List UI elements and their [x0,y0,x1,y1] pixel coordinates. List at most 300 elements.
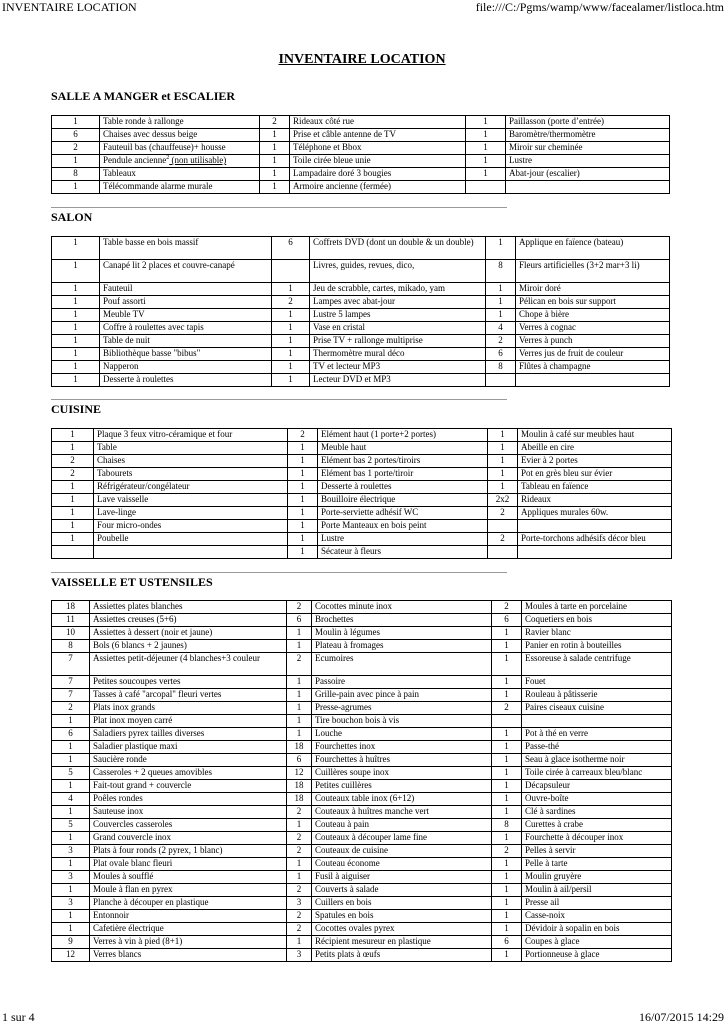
item-description: Petites cuillères [312,780,492,793]
item-quantity: 5 [52,819,90,832]
table-row [52,884,672,897]
item-description: Fleurs artificielles (3+2 mar+3 li) [516,260,670,283]
table-row [52,322,670,335]
item-quantity: 1 [492,728,522,741]
item-quantity: 1 [52,507,94,520]
item-description: Cuillères soupe inox [312,767,492,780]
item-description: Evier à 2 portes [518,455,672,468]
item-quantity: 4 [52,793,90,806]
item-description [518,520,672,533]
table-row [52,494,672,507]
item-quantity: 1 [486,283,516,296]
item-description: Bibliothèque basse "bibus" [100,348,272,361]
item-quantity: 18 [287,793,312,806]
page-title: INVENTAIRE LOCATION [278,52,446,67]
item-description: Rideaux [518,494,672,507]
item-quantity: 1 [52,533,94,546]
item-quantity: 1 [492,884,522,897]
table-row [52,374,670,387]
item-description: Clé à sardines [522,806,672,819]
table-row [52,627,672,640]
item-description: Louche [312,728,492,741]
table-row [52,129,670,142]
item-quantity: 2 [287,923,312,936]
section-heading-salle-a-manger: SALLE A MANGER et ESCALIER [51,89,236,103]
item-quantity: 2 [492,601,522,614]
browser-header-url: file:///C:/Pgms/wamp/www/facealamer/listloca.htm [475,0,724,14]
item-description: Saladier plastique maxi [90,741,287,754]
item-description: Verres blancs [90,949,287,962]
section-heading-vaisselle: VAISSELLE ET USTENSILES [51,575,213,589]
item-quantity: 1 [52,361,100,374]
item-description: Casseroles + 2 queues amovibles [90,767,287,780]
item-quantity: 1 [52,155,100,168]
item-quantity: 1 [492,676,522,689]
item-description: Couteau à pain [312,819,492,832]
item-description: Seau à glace isotherme noir [522,754,672,767]
item-description: Poêles rondes [90,793,287,806]
table-row [52,181,670,194]
item-quantity: 1 [486,296,516,309]
item-quantity: 1 [260,129,290,142]
item-quantity: 1 [486,237,516,260]
item-quantity: 12 [52,949,90,962]
table-row [52,897,672,910]
item-quantity: 1 [287,689,312,702]
item-description: Assiettes à dessert (noir et jaune) [90,627,287,640]
item-description: Plats à four ronds (2 pyrex, 1 blanc) [90,845,287,858]
print-timestamp: 16/07/2015 14:29 [638,1010,724,1024]
item-description: Moules à soufflé [90,871,287,884]
table-row [52,546,672,559]
item-quantity: 1 [492,767,522,780]
item-description: Récipient mesureur en plastique [312,936,492,949]
item-description [518,546,672,559]
item-quantity: 1 [272,348,310,361]
item-description [516,374,670,387]
item-quantity: 2 [260,116,290,129]
table-row [52,819,672,832]
table-row [52,507,672,520]
item-quantity: 1 [52,116,100,129]
item-description: Moule à flan en pyrex [90,884,287,897]
item-description: Couteaux à découper lame fine [312,832,492,845]
item-quantity: 1 [287,640,312,653]
item-quantity: 1 [492,897,522,910]
item-quantity: 1 [288,442,318,455]
table-row [52,832,672,845]
item-quantity: 1 [492,832,522,845]
item-description: Lave-linge [94,507,288,520]
item-description: Paillasson (porte d’entrée) [506,116,670,129]
item-description: Plateau à fromages [312,640,492,653]
table-row [52,116,670,129]
item-description: Toile cirée à carreaux bleu/blanc [522,767,672,780]
item-description: Verres jus de fruit de couleur [516,348,670,361]
item-quantity: 7 [52,676,90,689]
item-quantity: 1 [52,754,90,767]
item-description: Couteaux de cuisine [312,845,492,858]
item-quantity: 1 [272,283,310,296]
item-description: Plat ovale blanc fleuri [90,858,287,871]
item-description: Pelle à tarte [522,858,672,871]
item-description: Fourchette à découper inox [522,832,672,845]
item-quantity: 1 [272,322,310,335]
item-quantity: 6 [52,728,90,741]
item-quantity: 8 [52,640,90,653]
item-quantity: 6 [492,936,522,949]
item-description: Lave vaisselle [94,494,288,507]
item-description: Sécateur à fleurs [318,546,488,559]
item-quantity: 2 [288,429,318,442]
table-row [52,155,670,168]
table-row [52,936,672,949]
item-description: Tire bouchon bois à vis [312,715,492,728]
item-description: Coffre à roulettes avec tapis [100,322,272,335]
item-description: Portionneuse à glace [522,949,672,962]
item-description: Lecteur DVD et MP3 [310,374,486,387]
table-row [52,640,672,653]
item-description: Napperon [100,361,272,374]
inventory-table-cuisine [51,428,672,559]
item-description: Assiettes creuses (5+6) [90,614,287,627]
item-quantity: 1 [492,780,522,793]
item-description: Desserte à roulettes [318,481,488,494]
item-quantity: 1 [288,546,318,559]
item-quantity: 2 [52,142,100,155]
table-row [52,283,670,296]
item-description: Plaque 3 feux vitro-céramique et four [94,429,288,442]
item-quantity: 1 [52,481,94,494]
item-description: Poubelle [94,533,288,546]
item-description: Casse-noix [522,910,672,923]
item-quantity: 1 [488,429,518,442]
item-description: Pouf assorti [100,296,272,309]
item-quantity: 1 [287,676,312,689]
item-description: Meuble haut [318,442,488,455]
item-quantity: 18 [287,741,312,754]
item-description: Desserte à roulettes [100,374,272,387]
item-description: Cafetière électrique [90,923,287,936]
table-row [52,741,672,754]
table-row [52,455,672,468]
item-quantity [52,546,94,559]
table-row [52,806,672,819]
item-description: Ravier blanc [522,627,672,640]
item-description: Fauteuil [100,283,272,296]
item-description: Livres, guides, revues, dico, [310,260,486,283]
item-quantity: 1 [288,520,318,533]
item-quantity: 1 [52,260,100,283]
table-row [52,520,672,533]
item-quantity: 1 [492,793,522,806]
item-description: Armoire ancienne (fermée) [290,181,466,194]
item-quantity: 1 [492,923,522,936]
item-description: Rideaux côté rue [290,116,466,129]
item-quantity [488,520,518,533]
item-description: Spatules en bois [312,910,492,923]
item-description [94,546,288,559]
item-description: Miroir doré [516,283,670,296]
item-description: Petites soucoupes vertes [90,676,287,689]
item-description: Table basse en bois massif [100,237,272,260]
item-quantity: 6 [52,129,100,142]
table-row [52,168,670,181]
item-description: Moules à tarte en porcelaine [522,601,672,614]
section-heading-salon: SALON [51,210,93,224]
item-quantity: 9 [52,936,90,949]
item-description: Plat inox moyen carré [90,715,287,728]
item-description: Rouleau à pâtisserie [522,689,672,702]
item-quantity: 2 [488,507,518,520]
item-quantity: 1 [52,181,100,194]
item-description: Chaises [94,455,288,468]
table-row [52,309,670,322]
item-description: TV et lecteur MP3 [310,361,486,374]
item-description: Applique en faïence (bateau) [516,237,670,260]
item-description: Presse-agrumes [312,702,492,715]
item-description: Moulin à légumes [312,627,492,640]
table-row [52,296,670,309]
item-description: Saladiers pyrex tailles diverses [90,728,287,741]
item-description: Miroir sur cheminée [506,142,670,155]
item-description: Pelles à servir [522,845,672,858]
item-description: Fourchettes à huîtres [312,754,492,767]
table-row [52,429,672,442]
item-quantity: 1 [486,309,516,322]
section-heading-cuisine: CUISINE [51,402,102,416]
item-description: Bouilloire électrique [318,494,488,507]
item-quantity: 1 [52,884,90,897]
item-quantity: 1 [488,481,518,494]
item-quantity: 3 [287,949,312,962]
item-description: Table ronde à rallonge [100,116,260,129]
section-divider [51,399,507,400]
table-row [52,689,672,702]
item-quantity: 1 [287,819,312,832]
table-row [52,361,670,374]
item-description: Four micro-ondes [94,520,288,533]
inventory-table-salle-a-manger [51,115,670,194]
item-quantity: 1 [466,168,506,181]
item-description: Pot à thé en verre [522,728,672,741]
item-description: Lustre [318,533,488,546]
table-row [52,142,670,155]
item-description: Chaises avec dessus beige [100,129,260,142]
item-description: Lampadaire doré 3 bougies [290,168,466,181]
item-description: Coupes à glace [522,936,672,949]
item-description: Table de nuit [100,335,272,348]
item-quantity: 1 [260,155,290,168]
table-row [52,871,672,884]
item-description: Verres à punch [516,335,670,348]
item-quantity: 1 [260,181,290,194]
item-description: Couverts à salade [312,884,492,897]
item-quantity: 1 [288,481,318,494]
item-description: Fouet [522,676,672,689]
item-description: Télécommande alarme murale [100,181,260,194]
item-quantity: 2 [287,653,312,676]
item-description: Abeille en cire [518,442,672,455]
item-quantity: 1 [52,741,90,754]
item-quantity: 6 [272,237,310,260]
table-row [52,780,672,793]
table-row [52,614,672,627]
item-quantity: 1 [52,910,90,923]
item-description: Petits plats à œufs [312,949,492,962]
table-row [52,442,672,455]
item-description: Ouvre-boîte [522,793,672,806]
item-quantity: 2 [272,296,310,309]
item-description: Grille-pain avec pince à pain [312,689,492,702]
item-description: Ecumoires [312,653,492,676]
item-quantity: 1 [287,858,312,871]
item-description: Pendule ancienne$^2$ (non utilisable) [100,155,260,168]
item-description: Jeu de scrabble, cartes, mikado, yam [310,283,486,296]
item-description: Couteau économe [312,858,492,871]
item-description: Assiettes plates blanches [90,601,287,614]
item-quantity: 1 [466,142,506,155]
table-row [52,858,672,871]
item-description: Moulin à ail/persil [522,884,672,897]
item-quantity: 4 [486,322,516,335]
table-row [52,335,670,348]
table-row [52,793,672,806]
item-quantity: 1 [52,442,94,455]
item-quantity: 1 [52,429,94,442]
item-description: Tabourets [94,468,288,481]
item-quantity: 2 [492,845,522,858]
item-quantity: 18 [52,601,90,614]
item-description: Moulin gruyère [522,871,672,884]
item-quantity: 1 [288,507,318,520]
table-row [52,481,672,494]
item-description: Elément bas 1 porte/tiroir [318,468,488,481]
item-quantity: 3 [52,871,90,884]
item-description: Verres à vin à pied (8+1) [90,936,287,949]
item-quantity: 2 [52,455,94,468]
item-quantity: 10 [52,627,90,640]
item-quantity: 1 [52,780,90,793]
item-description: Prise TV + rallonge multiprise [310,335,486,348]
item-quantity: 12 [287,767,312,780]
item-description: Fait-tout grand + couvercle [90,780,287,793]
item-quantity: 1 [52,237,100,260]
item-quantity: 1 [492,640,522,653]
item-description: Moulin à café sur meubles haut [518,429,672,442]
item-quantity: 3 [52,845,90,858]
item-quantity: 1 [492,653,522,676]
item-description: Couteaux à huîtres manche vert [312,806,492,819]
item-description: Verres à cognac [516,322,670,335]
item-quantity [492,715,522,728]
table-row [52,601,672,614]
item-description: Tableaux [100,168,260,181]
item-description: Sauteuse inox [90,806,287,819]
item-description: Appliques murales 60w. [518,507,672,520]
item-description: Bols (6 blancs + 2 jaunes) [90,640,287,653]
item-quantity: 1 [492,741,522,754]
table-row [52,715,672,728]
item-quantity: 1 [52,923,90,936]
item-description: Passoire [312,676,492,689]
item-quantity: 2 [287,884,312,897]
page-counter: 1 sur 4 [2,1010,35,1024]
item-description: Fourchettes inox [312,741,492,754]
table-row [52,845,672,858]
item-quantity: 6 [486,348,516,361]
item-quantity: 1 [488,468,518,481]
item-description: Toile cirée bleue unie [290,155,466,168]
item-description: Essoreuse à salade centrifuge [522,653,672,676]
item-quantity: 1 [260,142,290,155]
item-quantity: 7 [52,689,90,702]
item-description: Plats inox grands [90,702,287,715]
item-quantity: 1 [52,296,100,309]
item-description: Planche à découper en plastique [90,897,287,910]
item-quantity: 1 [492,806,522,819]
table-row [52,767,672,780]
item-quantity: 2 [52,702,90,715]
table-row [52,348,670,361]
item-description: Saucière ronde [90,754,287,767]
item-quantity: 1 [52,322,100,335]
item-quantity: 2 [287,806,312,819]
item-quantity: 1 [466,129,506,142]
item-description: Grand couvercle inox [90,832,287,845]
item-quantity: 18 [287,780,312,793]
item-quantity: 1 [492,689,522,702]
item-description: Vase en cristal [310,322,486,335]
item-description: Téléphone et Bbox [290,142,466,155]
item-quantity: 1 [492,910,522,923]
item-quantity: 1 [52,715,90,728]
item-quantity: 1 [52,309,100,322]
item-quantity: 1 [52,832,90,845]
item-quantity: 1 [272,335,310,348]
table-row [52,237,670,260]
item-description: Brochettes [312,614,492,627]
item-quantity [486,374,516,387]
item-quantity: 1 [287,627,312,640]
item-quantity: 8 [486,260,516,283]
section-divider [51,572,507,573]
item-description: Table [94,442,288,455]
item-quantity: 8 [52,168,100,181]
item-description: Flûtes à champagne [516,361,670,374]
item-description: Tableau en faïence [518,481,672,494]
item-description: Thermomètre mural déco [310,348,486,361]
item-quantity: 8 [492,819,522,832]
item-description: Dévidoir à sopalin en bois [522,923,672,936]
item-quantity: 2 [486,335,516,348]
item-quantity: 1 [288,494,318,507]
item-quantity: 1 [52,283,100,296]
item-quantity: 2 [287,832,312,845]
table-row [52,910,672,923]
table-row [52,468,672,481]
item-quantity: 1 [287,936,312,949]
item-description: Pélican en bois sur support [516,296,670,309]
table-row [52,754,672,767]
item-quantity: 3 [52,897,90,910]
table-row [52,676,672,689]
table-row [52,653,672,676]
item-quantity: 1 [287,728,312,741]
item-quantity: 1 [466,155,506,168]
item-description: Canapé lit 2 places et couvre-canapé [100,260,272,283]
item-description: Abat-jour (escalier) [506,168,670,181]
